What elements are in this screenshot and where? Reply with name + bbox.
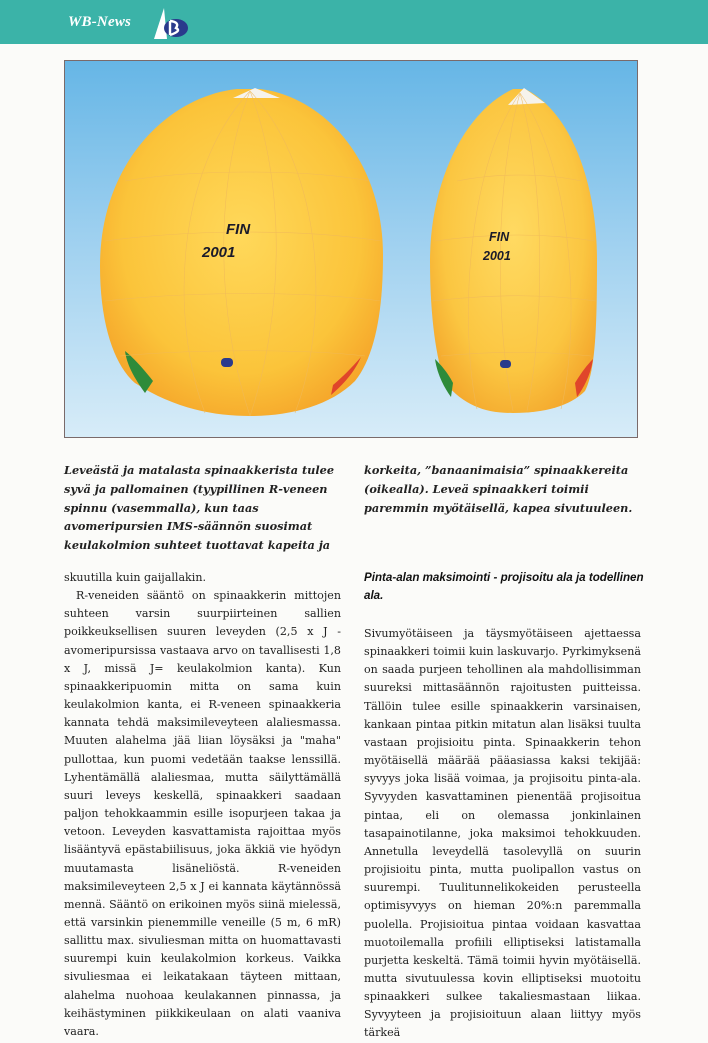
section-heading: Pinta-alan maksimointi - projisoitu ala ja todellinen ala. bbox=[364, 571, 644, 602]
right-sail-label-line1: FIN bbox=[489, 230, 510, 244]
left-sail-label-line2: 2001 bbox=[202, 244, 236, 261]
paragraph: skuutilla kuin gaijallakin. bbox=[64, 571, 207, 584]
article-column-left bbox=[64, 569, 341, 1041]
article-column-right bbox=[364, 625, 641, 1043]
spinnaker-comparison-figure bbox=[64, 60, 638, 438]
brand-title: WB-News bbox=[68, 14, 132, 30]
right-sail-label-line2: 2001 bbox=[483, 249, 511, 263]
wb-sailboat-logo-icon bbox=[146, 6, 190, 40]
narrow-spinnaker-shape bbox=[430, 88, 597, 413]
paragraph: R-veneiden sääntö on spinaakkerin mittojen suhteen varsin suurpiirteinen sallien poikkeuksellisen suuren leveyden (2,5 x J - avomeripursissa vastaava arvo on tavallisesti 1,8 x J, missä J= keulakolmion kanta). Kun spinaakkeripuomin mitta on sama kuin keulakolmion kanta, ei R-veneen spinaakkeria kannata tehdä maksimileveyteen alaliesmassa. Muuten alahelma jää liian löysäksi ja "maha" pullottaa, kun puomi vedetään taaksе lenssillä. Lyhentämällä alaliesmaa, mutta säilyttämällä suuri leveys keskellä, spinaakkeri saadaan paljon tehokkaammin esille isopurjeen takaa ja vetoon. Leveyden kasvattamista rajoittaa myös lisääntyvä epästabiilisuus, joka äkkiä vie hyödyn muutamasta lisäneliöstä. R-veneiden maksimileveyteen 2,5 x J ei kannata käytännössä mennä. Sääntö on erikoinen myös siinä mielessä, että varsinkin pienemmille veneille (5 m, 6 mR) sallittu max. sivuliesman mitta on huomattavasti suurempi kuin keulakolmion korkeus. Vaikka sivuliesmaa ei leikatakaan täyteen mittaan, alahelma nuohoaa keulakannen pinnassa, ja keihästyminen piikkikeulaan on alati vaaniva vaara. bbox=[64, 589, 341, 1038]
right-sail-logo-icon bbox=[500, 360, 511, 368]
header-bar bbox=[0, 0, 708, 44]
paragraph: Sivumyötäiseen ja täysmyötäiseen ajettaessa spinaakkeri toimii kuin laskuvarjo. Pyrkimyksenä on saada purjeen tehollinen ala mahdollisimman suureksi mittasäännön rajoitusten puitteissa. Tällöin tulee esille spinaakkerin varsinaisen, kankaan pintaa pitkin mitatun alan lisäksi tuulta vastaan projisioitu pinta. Spinaakkerin tehon myötäisellä määrää pääasiassa kaksi tekijää: syvyys joka lisää voimaa, ja projisoitu pinta-ala. Syvyyden kasvattaminen pienentää projisoitua pintaa, eli on olemassa jonkinlainen tasapainotilanne, joka maksimoi tehokkuuden. Annetulla leveydellä tasolevyllä on suurin projisioitu pinta, mutta puolipallon vastus on suurempi. Tuulitunnelikokeiden perusteella optimisyvyys on hieman 20%:n paremmalla puolella. Projisioitua pintaa voidaan kasvattaa muotoilemalla profiili elliptiseksi latistamalla purjetta keskeltä. Tämä toimii hyvin myötäisellä. mutta sivutuulessa kovin elliptiseksi muotoitu spinaakkeri sulkee takaliesmastaan liikaa. Syvyyteen ja projisioituun alaan liittyy myös tärkeä bbox=[364, 627, 641, 1040]
wide-spinnaker-shape bbox=[100, 88, 383, 416]
figure-caption-right: korkeita, ”banaanimaisia” spinaakkereita (oikealla). Leveä spinaakkeri toimii paremmin myötäisellä, kapea sivutuuleen. bbox=[364, 463, 633, 515]
figure-caption-left: Leveästä ja matalasta spinaakkerista tulee syvä ja pallomainen (tyypillinen R-veneen spinnu (vasemmalla), kun taas avomeripursien IMS-säännön suosimat keulakolmion suhteet tuottavat kapeita ja bbox=[64, 463, 335, 553]
left-sail-label-line1: FIN bbox=[226, 221, 251, 238]
left-sail-logo-icon bbox=[221, 358, 233, 367]
